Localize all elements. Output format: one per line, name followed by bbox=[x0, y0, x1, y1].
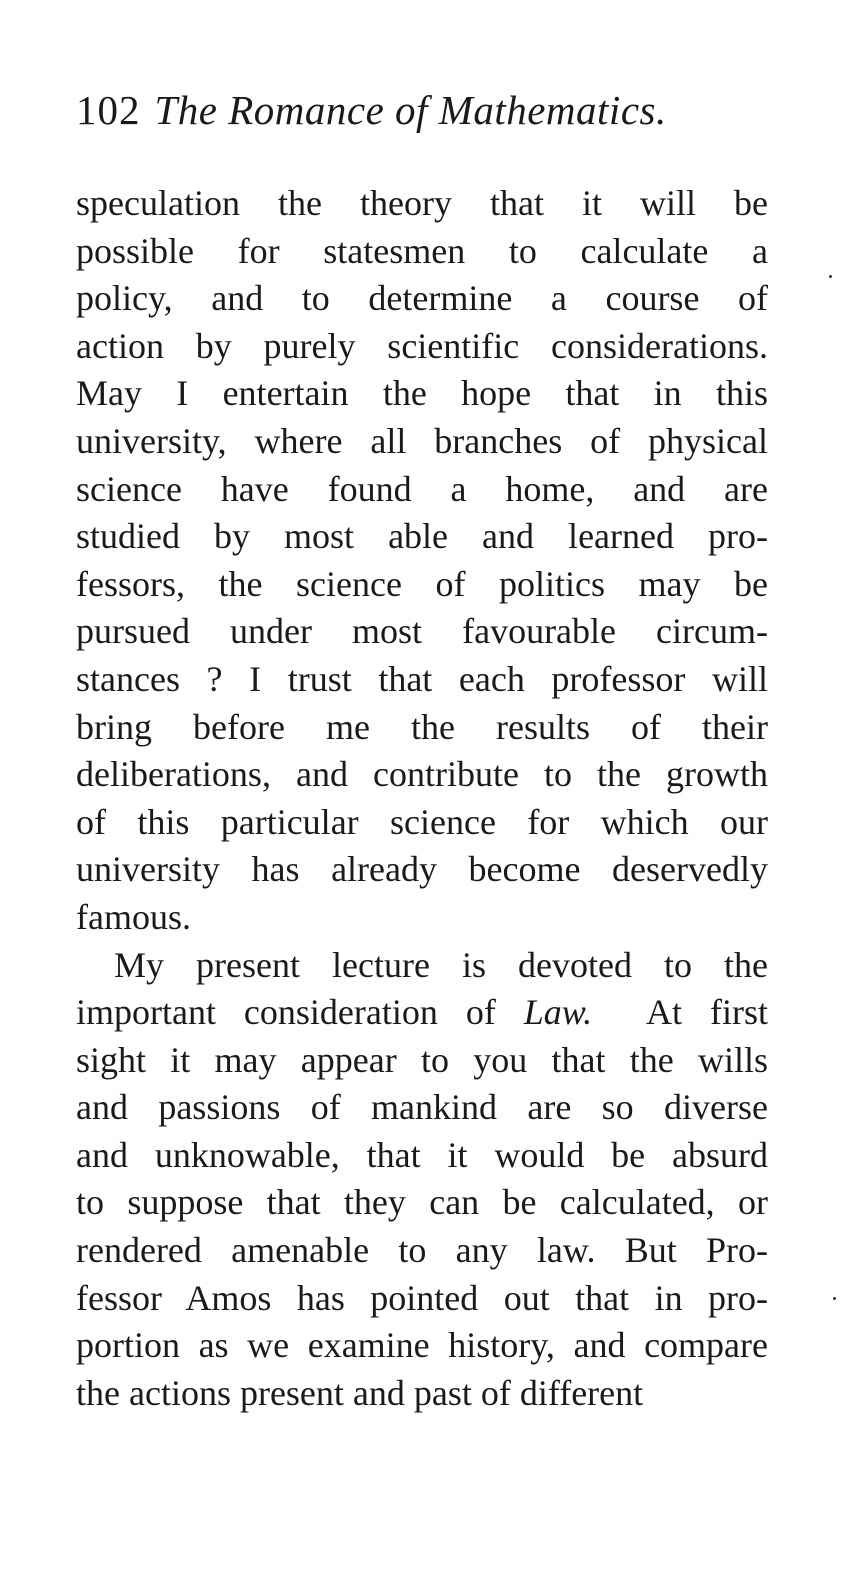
text-line: fessors, the science of politics may be bbox=[76, 563, 768, 604]
text-line: and passions of mankind are so diverse bbox=[76, 1087, 768, 1128]
text-line: fessor Amos has pointed out that in pro- bbox=[76, 1277, 768, 1318]
paragraph-1 bbox=[76, 180, 768, 942]
running-head bbox=[76, 82, 776, 138]
text-line: possible for statesmen to calculate a bbox=[76, 230, 768, 271]
text-line: May I entertain the hope that in this bbox=[76, 373, 768, 414]
text-line: pursued under most favourable circum- bbox=[76, 611, 768, 652]
text-line: rendered amenable to any law. But Pro- bbox=[76, 1230, 768, 1271]
text-line: studied by most able and learned pro- bbox=[76, 516, 768, 557]
text-line: university, where all branches of physical bbox=[76, 420, 768, 461]
emphasis-law: Law. bbox=[523, 992, 593, 1033]
page-number: 102 bbox=[76, 87, 141, 133]
text-line: of this particular science for which our bbox=[76, 801, 768, 842]
print-speck bbox=[833, 1297, 836, 1300]
text-line: My present lecture is devoted to the bbox=[114, 944, 768, 985]
book-title: The Romance of Mathematics. bbox=[154, 87, 667, 133]
text-run: important consideration of bbox=[76, 992, 524, 1033]
text-line: sight it may appear to you that the wills bbox=[76, 1039, 768, 1080]
text-line: university has already become deservedly bbox=[76, 849, 768, 890]
text-line: and unknowable, that it would be absurd bbox=[76, 1134, 768, 1175]
text-line: bring before me the results of their bbox=[76, 706, 768, 747]
print-speck bbox=[829, 275, 832, 278]
text-line: deliberations, and contribute to the growth bbox=[76, 754, 768, 795]
text-line: the actions present and past of different bbox=[76, 1372, 644, 1413]
text-line: famous. bbox=[76, 896, 191, 937]
text-run: At first bbox=[592, 992, 768, 1033]
body-text bbox=[76, 180, 768, 1417]
text-line: portion as we examine history, and compare bbox=[76, 1325, 768, 1366]
text-line: stances ? I trust that each professor will bbox=[76, 658, 768, 699]
text-line: speculation the theory that it will be bbox=[76, 183, 768, 223]
text-line-with-emphasis bbox=[76, 989, 768, 1037]
text-line: science have found a home, and are bbox=[76, 468, 768, 509]
text-line: action by purely scientific considerations. bbox=[76, 325, 768, 366]
paragraph-2 bbox=[76, 942, 768, 1418]
text-line: policy, and to determine a course of bbox=[76, 278, 768, 319]
text-line: to suppose that they can be calculated, or bbox=[76, 1182, 768, 1223]
